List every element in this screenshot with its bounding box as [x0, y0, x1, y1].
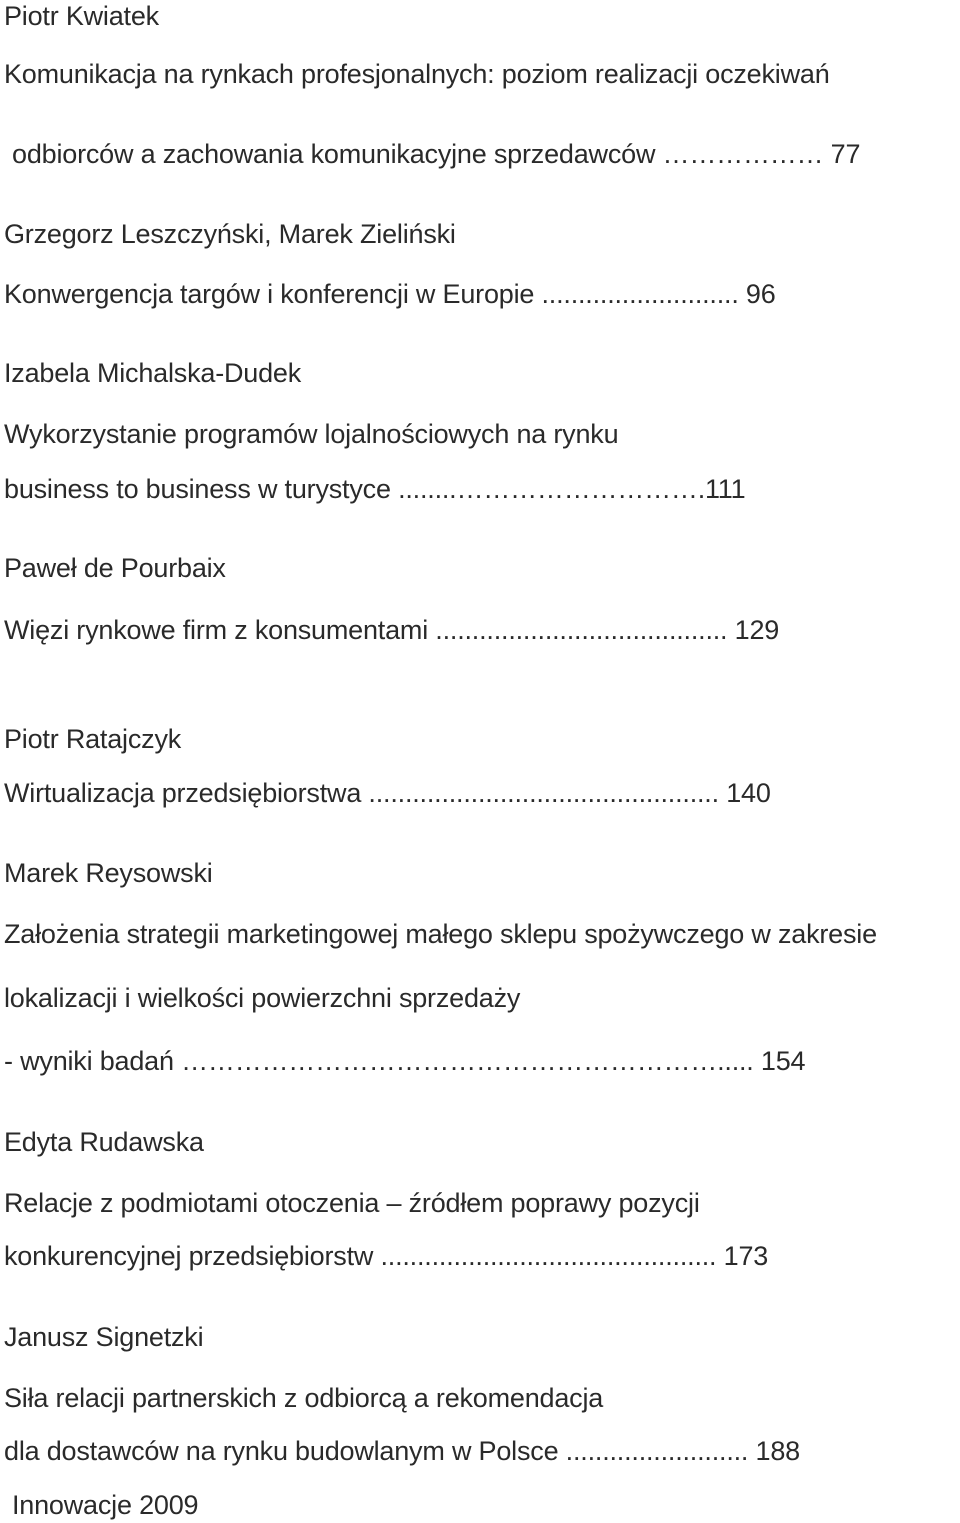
toc-title: lokalizacji i wielkości powierzchni sprzedaży — [4, 983, 521, 1013]
toc-author: Marek Reysowski — [4, 858, 213, 888]
toc-author: Edyta Rudawska — [4, 1127, 204, 1157]
toc-author: Paweł de Pourbaix — [4, 553, 226, 583]
toc-author: Janusz Signetzki — [4, 1322, 204, 1352]
toc-title: Siła relacji partnerskich z odbiorcą a rekomendacja — [4, 1383, 604, 1413]
toc-title: odbiorców a zachowania komunikacyjne sprzedawców ……………… 77 — [12, 139, 861, 169]
toc-title: Relacje z podmiotami otoczenia – źródłem poprawy pozycji — [4, 1188, 700, 1218]
toc-author: Izabela Michalska-Dudek — [4, 358, 302, 388]
page-footer: Innowacje 2009 — [12, 1490, 199, 1520]
toc-title: Wirtualizacja przedsiębiorstwa ................................................ 140 — [4, 778, 771, 808]
toc-title: Wykorzystanie programów lojalnościowych na rynku — [4, 419, 619, 449]
toc-author: Piotr Ratajczyk — [4, 724, 182, 754]
toc-title: Konwergencja targów i konferencji w Europie ........................... 96 — [4, 279, 776, 309]
toc-title: business to business w turystyce ........……………………….111 — [4, 474, 746, 504]
toc-title: Więzi rynkowe firm z konsumentami ........................................ 129 — [4, 615, 780, 645]
toc-author: Piotr Kwiatek — [4, 1, 159, 31]
toc-title: Założenia strategii marketingowej małego sklepu spożywczego w zakresie — [4, 919, 877, 949]
toc-title: konkurencyjnej przedsiębiorstw .............................................. 173 — [4, 1241, 769, 1271]
toc-title: - wyniki badań ……………………………………………………..... 154 — [4, 1046, 806, 1076]
toc-title: Komunikacja na rynkach profesjonalnych: poziom realizacji oczekiwań — [4, 59, 830, 89]
toc-title: dla dostawców na rynku budowlanym w Polsce ......................... 188 — [4, 1436, 800, 1466]
toc-author: Grzegorz Leszczyński, Marek Zieliński — [4, 219, 456, 249]
